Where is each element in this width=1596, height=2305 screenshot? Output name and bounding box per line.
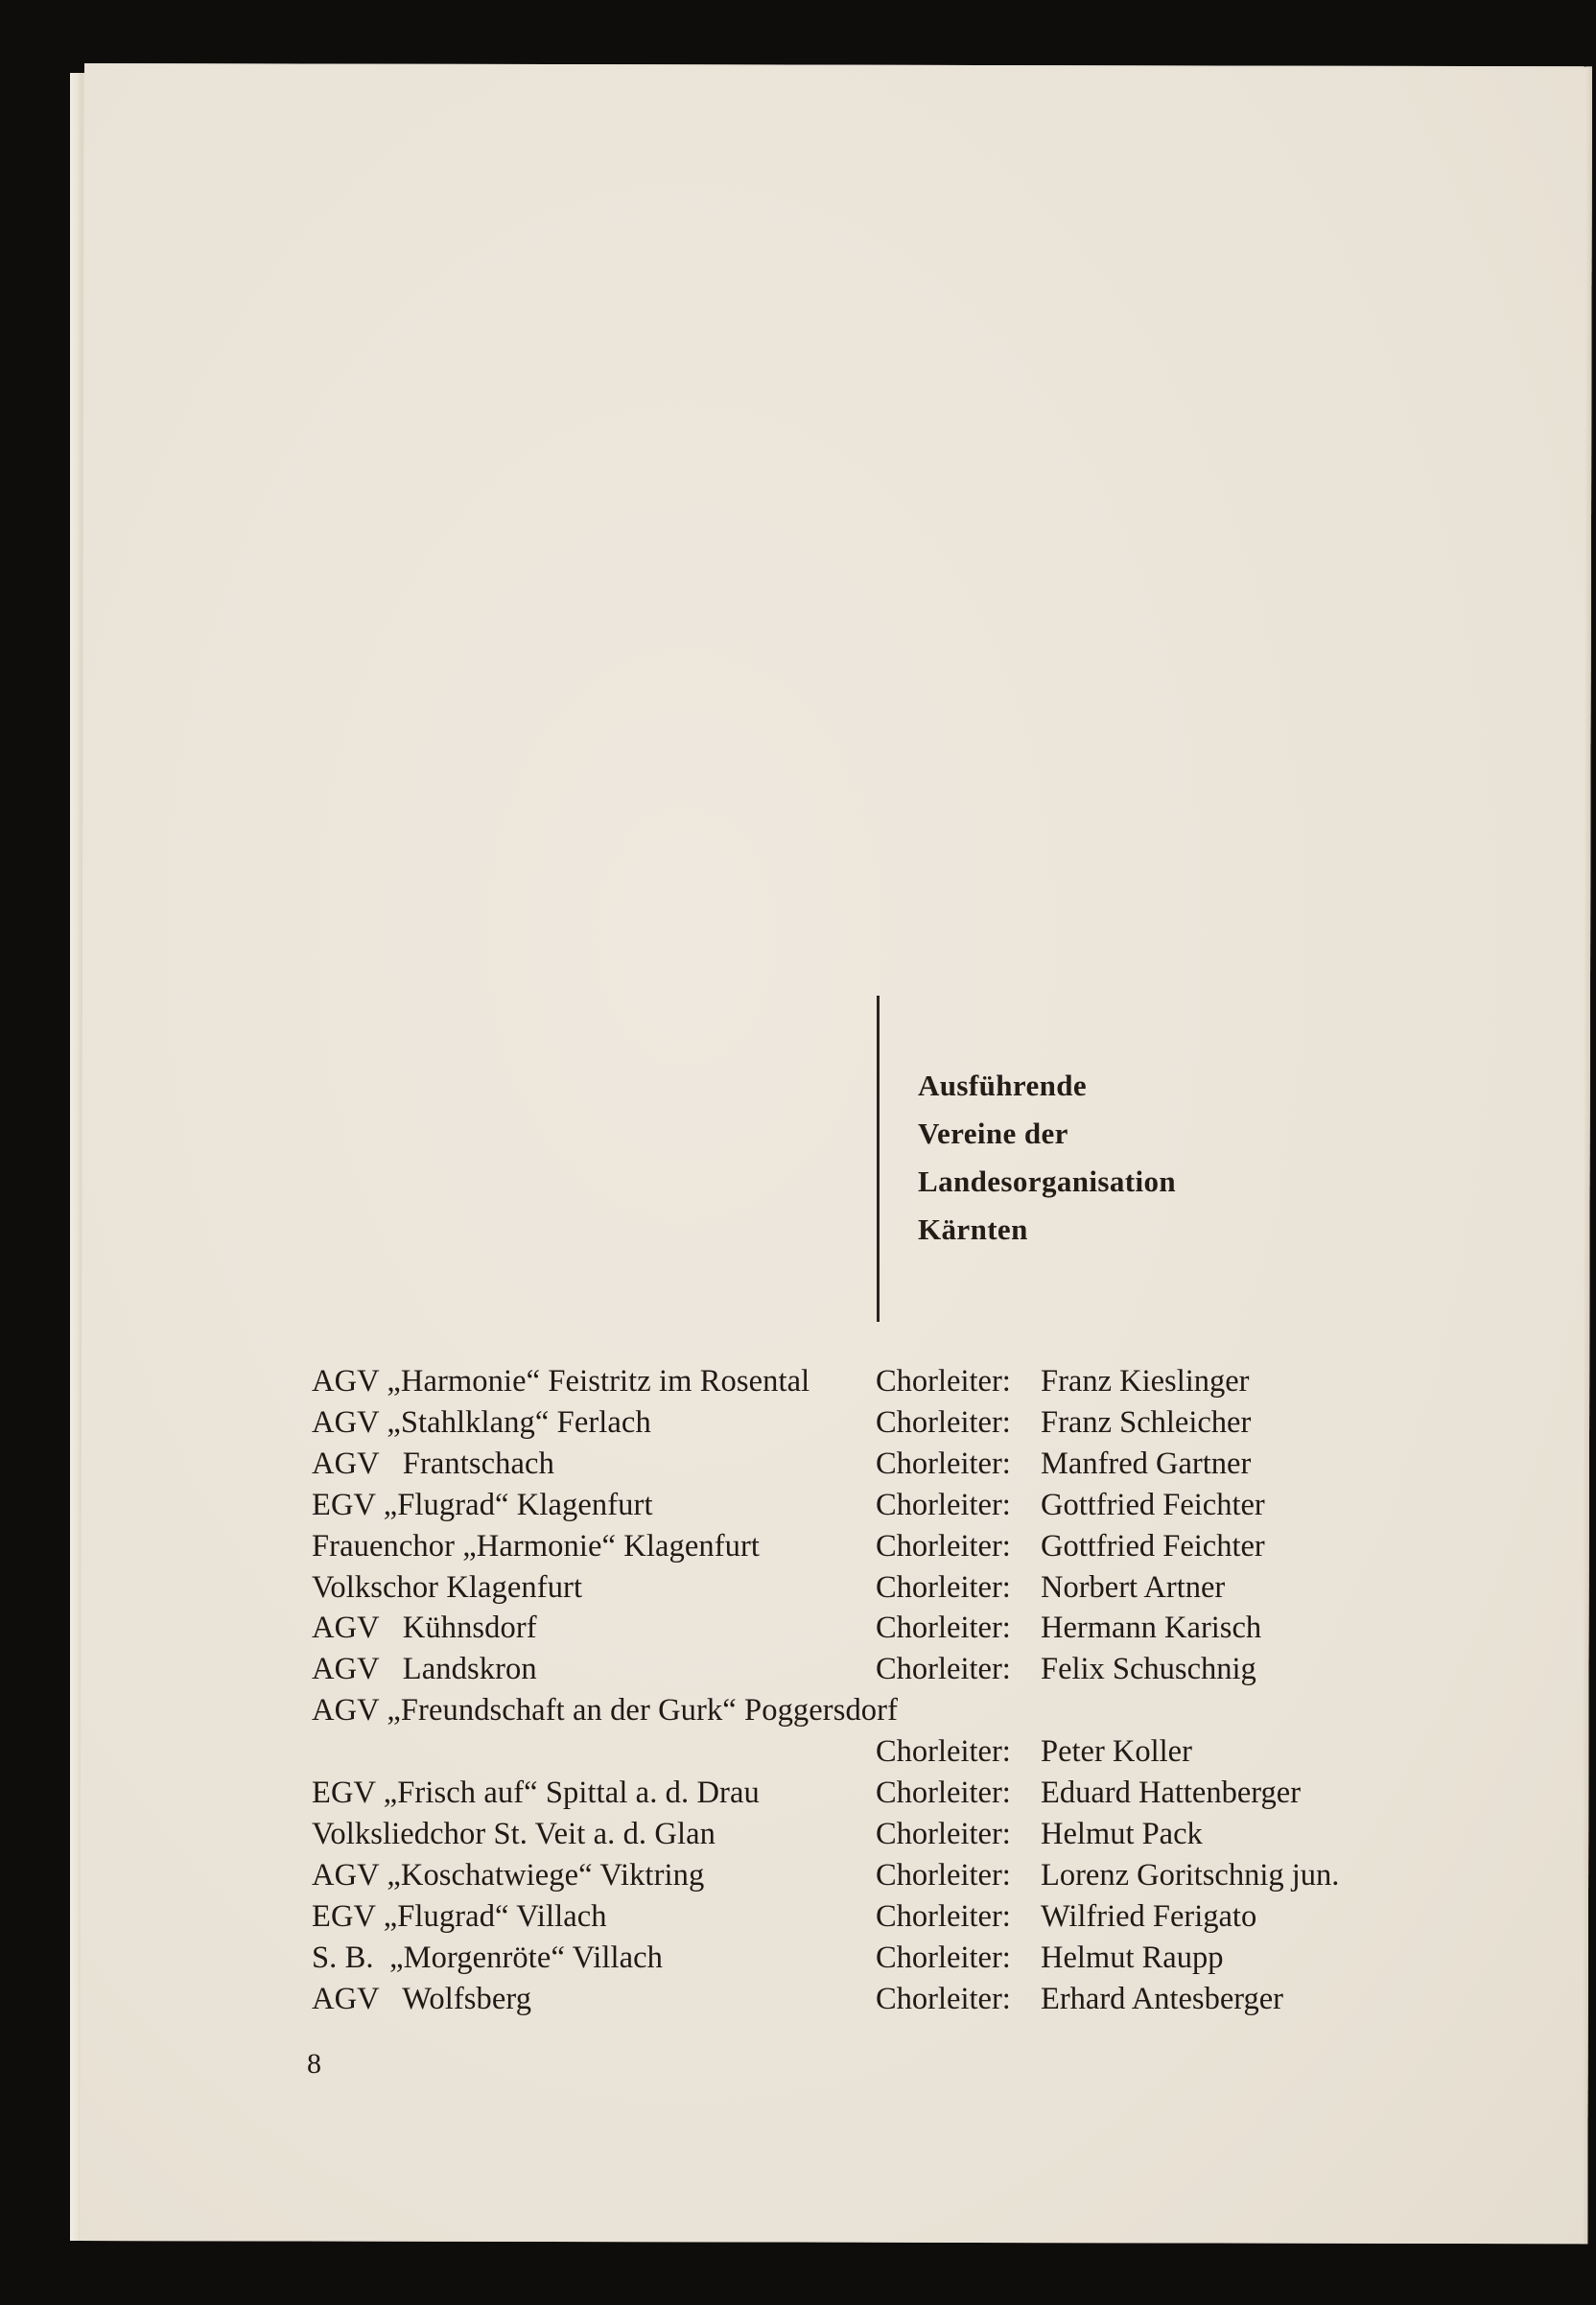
leader-name: Franz Kieslinger <box>1041 1364 1250 1399</box>
choir-leader <box>876 1730 1192 1773</box>
choir-leader <box>876 1937 1223 1979</box>
leader-label: Chorleiter: <box>876 1898 1011 1934</box>
leader-name: Felix Schuschnig <box>1041 1652 1256 1687</box>
club-name: AGV Frantschach <box>312 1446 554 1481</box>
club-name: Volksliedchor St. Veit a. d. Glan <box>312 1816 716 1851</box>
club-name: AGV „Koschatwiege“ Viktring <box>312 1857 705 1893</box>
leader-label: Chorleiter: <box>876 1528 1011 1564</box>
leader-label: Chorleiter: <box>876 1611 1011 1646</box>
leader-label: Chorleiter: <box>876 1857 1011 1893</box>
choir-leader <box>876 1813 1203 1855</box>
club-name: AGV „Harmonie“ Feistritz im Rosental <box>312 1364 810 1399</box>
leader-label: Chorleiter: <box>876 1569 1011 1605</box>
leader-name: Lorenz Goritschnig jun. <box>1041 1857 1340 1893</box>
club-name: EGV „Frisch auf“ Spittal a. d. Drau <box>312 1776 760 1810</box>
choir-leader <box>876 1443 1251 1485</box>
page-number: 8 <box>307 2048 321 2080</box>
leader-name: Hermann Karisch <box>1041 1611 1262 1646</box>
leader-name: Helmut Pack <box>1041 1816 1203 1851</box>
leader-name: Franz Schleicher <box>1041 1404 1252 1440</box>
heading-line: Ausführende <box>918 1069 1088 1102</box>
leader-label: Chorleiter: <box>876 1364 1011 1399</box>
leader-name: Gottfried Feichter <box>1041 1487 1265 1522</box>
leader-name: Norbert Artner <box>1041 1569 1226 1605</box>
leader-name: Helmut Raupp <box>1041 1940 1224 1975</box>
choir-leader <box>876 1360 1250 1402</box>
club-name: EGV „Flugrad“ Klagenfurt <box>312 1487 653 1522</box>
choir-leader <box>876 1484 1265 1526</box>
club-name: S. B. „Morgenröte“ Villach <box>312 1940 664 1975</box>
leader-name: Manfred Gartner <box>1041 1446 1252 1481</box>
leader-name: Erhard Antesberger <box>1041 1981 1283 2016</box>
club-name: AGV Wolfsberg <box>312 1981 532 2016</box>
leader-label: Chorleiter: <box>876 1734 1011 1770</box>
choir-leader <box>876 1895 1256 1938</box>
leader-label: Chorleiter: <box>876 1981 1011 2016</box>
leader-label: Chorleiter: <box>876 1816 1011 1851</box>
leader-name: Wilfried Ferigato <box>1041 1898 1257 1934</box>
leader-name: Eduard Hattenberger <box>1041 1776 1302 1810</box>
club-name: Volkschor Klagenfurt <box>312 1569 583 1605</box>
leader-name: Peter Koller <box>1041 1734 1192 1770</box>
choir-leader <box>876 1401 1251 1444</box>
club-name: AGV „Stahlklang“ Ferlach <box>312 1404 651 1440</box>
club-name: AGV Landskron <box>312 1652 537 1687</box>
choir-leader <box>876 1978 1283 2020</box>
choir-leader <box>876 1525 1265 1567</box>
leader-label: Chorleiter: <box>876 1652 1011 1687</box>
choir-leader <box>876 1607 1261 1649</box>
choir-leader <box>876 1648 1256 1690</box>
club-name: Frauenchor „Harmonie“ Klagenfurt <box>312 1528 761 1564</box>
club-name: AGV „Freundschaft an der Gurk“ Poggersdorf <box>312 1693 899 1729</box>
club-name: AGV Kühnsdorf <box>312 1611 537 1646</box>
leader-label: Chorleiter: <box>876 1776 1011 1810</box>
choir-leader <box>876 1854 1339 1896</box>
heading-line: Kärnten <box>918 1212 1028 1246</box>
club-name: EGV „Flugrad“ Villach <box>312 1898 607 1934</box>
heading-line: Landesorganisation <box>918 1164 1177 1198</box>
leader-name: Gottfried Feichter <box>1041 1528 1265 1564</box>
leader-label: Chorleiter: <box>876 1446 1011 1481</box>
heading-line: Vereine der <box>918 1117 1068 1150</box>
choir-leader <box>876 1772 1301 1814</box>
leader-label: Chorleiter: <box>876 1940 1011 1975</box>
leader-label: Chorleiter: <box>876 1404 1011 1440</box>
choir-leader <box>876 1566 1225 1609</box>
leader-label: Chorleiter: <box>876 1487 1011 1522</box>
